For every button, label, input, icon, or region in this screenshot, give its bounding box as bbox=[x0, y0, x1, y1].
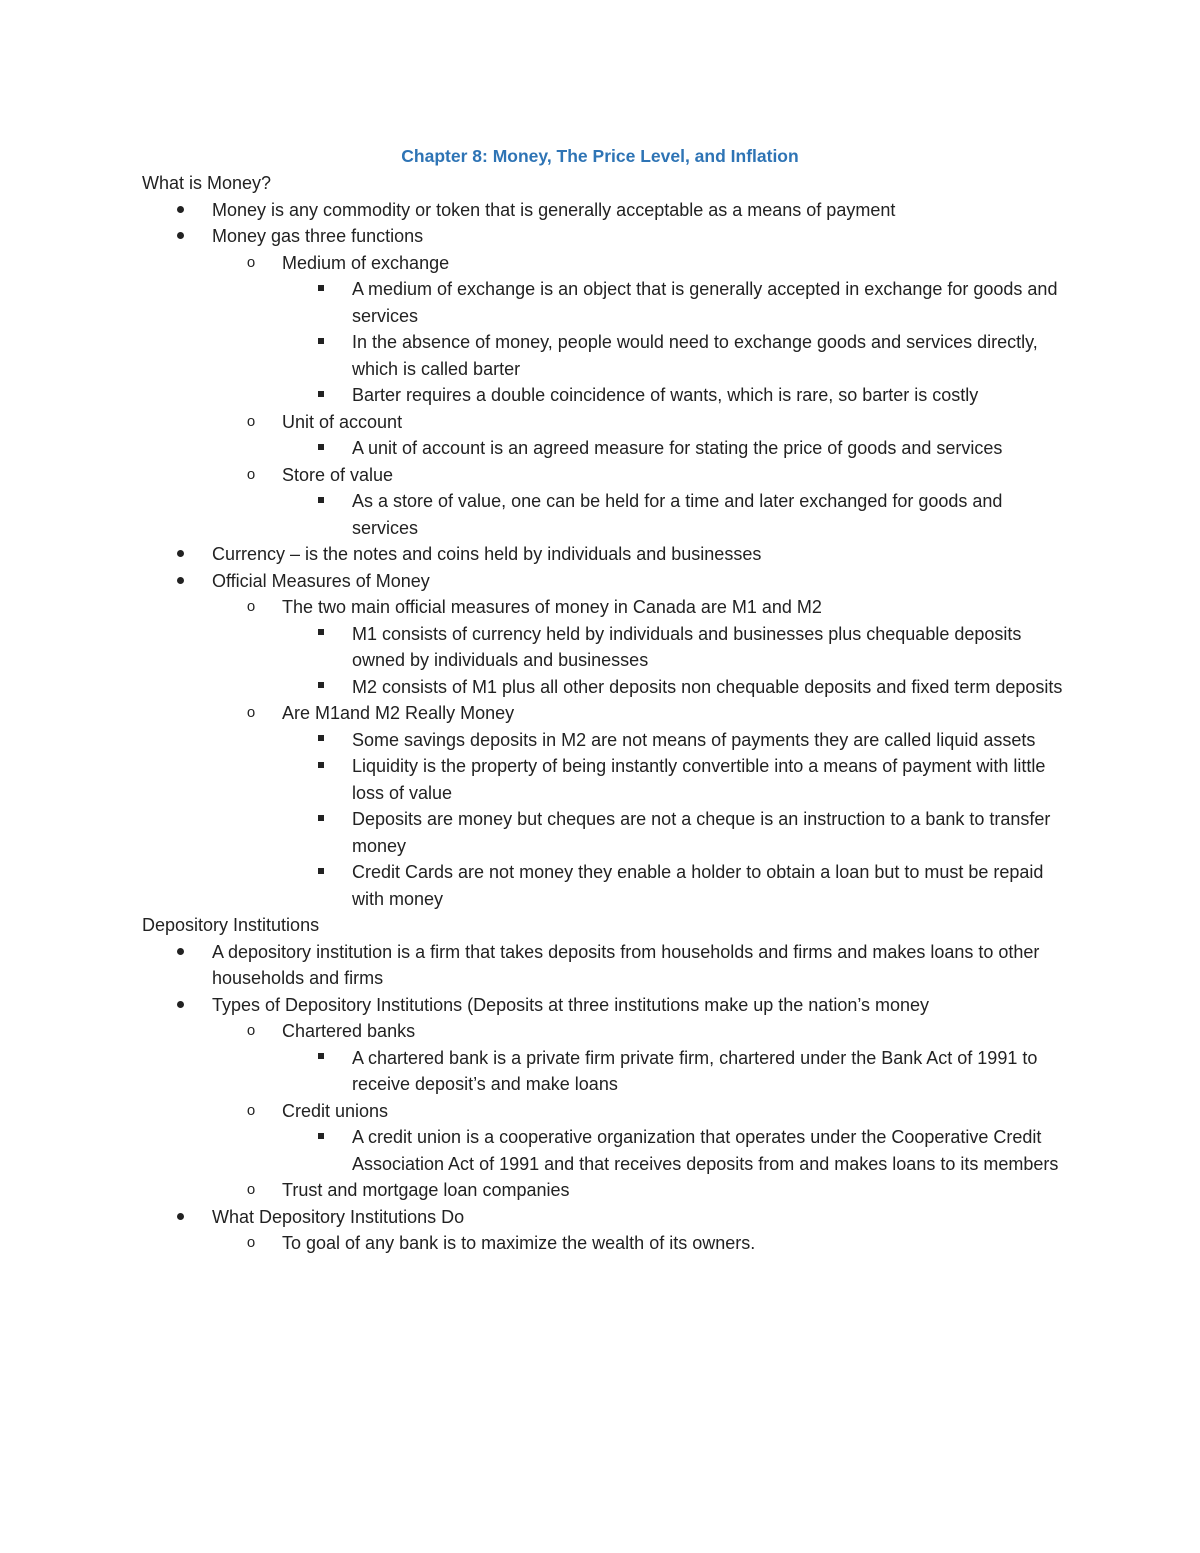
sub-sub-list-item-text: Credit Cards are not money they enable a holder to obtain a loan but to must be repaid with money bbox=[352, 862, 1044, 909]
sub-sub-list-item-text: M1 consists of currency held by individuals and businesses plus chequable deposits owned by individuals and businesses bbox=[352, 623, 1022, 670]
bullet-square-icon bbox=[311, 1045, 331, 1072]
list-item bbox=[142, 1204, 1072, 1257]
bullet-circle-icon: o bbox=[246, 598, 256, 615]
bullet-square-icon bbox=[311, 488, 331, 515]
bullet-dot-icon bbox=[170, 223, 190, 250]
sub-sub-list-item-text: Liquidity is the property of being instantly convertible into a means of payment with little loss of value bbox=[352, 756, 1046, 803]
sub-list-item-text: Trust and mortgage loan companies bbox=[282, 1180, 570, 1200]
sub-list bbox=[142, 594, 1072, 912]
sub-sub-list-item bbox=[282, 1045, 1072, 1098]
list-item bbox=[142, 939, 1072, 992]
bullet-square-icon bbox=[311, 276, 331, 303]
list-item-text: Money gas three functions bbox=[212, 226, 424, 246]
sub-list-item bbox=[212, 594, 1072, 700]
sub-sub-list-item-text: As a store of value, one can be held for a time and later exchanged for goods and services bbox=[352, 491, 1003, 538]
document-body bbox=[142, 170, 1072, 1257]
sub-list-item-text: To goal of any bank is to maximize the wealth of its owners. bbox=[282, 1233, 756, 1253]
list-item bbox=[142, 568, 1072, 913]
list-item bbox=[142, 992, 1072, 1204]
sub-sub-list bbox=[212, 276, 1072, 409]
list-item-text: Official Measures of Money bbox=[212, 570, 430, 591]
bullet-square-icon bbox=[311, 727, 331, 754]
sub-sub-list-item-text: A chartered bank is a private firm private firm, chartered under the Bank Act of 1991 to receive deposit’s and make loans bbox=[352, 1047, 1038, 1094]
sub-list-item-text: Store of value bbox=[282, 464, 394, 485]
sub-list-item bbox=[212, 1177, 1072, 1204]
bullet-square-icon bbox=[311, 621, 331, 648]
bullet-circle-icon: o bbox=[246, 1022, 256, 1039]
sub-list bbox=[142, 1018, 1072, 1204]
bullet-dot-icon bbox=[170, 992, 190, 1019]
list-item-text: Currency – is the notes and coins held by individuals and businesses bbox=[212, 544, 762, 564]
sub-sub-list bbox=[212, 621, 1072, 701]
bullet-square-icon bbox=[311, 859, 331, 886]
sub-sub-list-item bbox=[282, 382, 1072, 409]
sub-sub-list-item-text: In the absence of money, people would need to exchange goods and services directly, which is called barter bbox=[352, 332, 1038, 379]
bullet-circle-icon: o bbox=[246, 253, 256, 271]
bullet-dot-icon bbox=[170, 568, 190, 595]
list-item-text: Types of Depository Institutions (Deposits at three institutions make up the nation’s money bbox=[212, 994, 930, 1015]
bullet-circle-icon: o bbox=[246, 412, 256, 430]
sub-sub-list-item bbox=[282, 859, 1072, 912]
list-item-text: What Depository Institutions Do bbox=[212, 1206, 465, 1227]
bullet-square-icon bbox=[311, 1124, 331, 1151]
list-item-text: A depository institution is a firm that takes deposits from households and firms and makes loans to other households and firms bbox=[212, 941, 1040, 988]
sub-list-item-text: Unit of account bbox=[282, 411, 403, 432]
sub-list-item bbox=[212, 700, 1072, 912]
sub-sub-list-item-text: Some savings deposits in M2 are not means of payments they are called liquid assets bbox=[352, 729, 1036, 750]
sub-sub-list-item bbox=[282, 727, 1072, 754]
sub-list-item bbox=[212, 462, 1072, 542]
sub-sub-list-item bbox=[282, 1124, 1072, 1177]
page-title: Chapter 8: Money, The Price Level, and Inflation bbox=[401, 146, 799, 166]
list-item bbox=[142, 197, 1072, 224]
sub-sub-list-item-text: A unit of account is an agreed measure for stating the price of goods and services bbox=[352, 438, 1003, 458]
bullet-circle-icon: o bbox=[246, 704, 256, 721]
sub-list bbox=[142, 250, 1072, 542]
sub-sub-list-item bbox=[282, 329, 1072, 382]
sub-sub-list-item-text: A credit union is a cooperative organization that operates under the Cooperative Credit Association Act of 1991 and that receives deposits from and makes loans to its members bbox=[352, 1127, 1059, 1174]
sub-sub-list-item-text: Deposits are money but cheques are not a cheque is an instruction to a bank to transfer money bbox=[352, 809, 1051, 856]
bullet-dot-icon bbox=[170, 197, 190, 224]
sub-sub-list-item bbox=[282, 276, 1072, 329]
sub-list-item-text: Credit unions bbox=[282, 1100, 389, 1121]
sub-sub-list-item bbox=[282, 753, 1072, 806]
list-item bbox=[142, 541, 1072, 568]
bullet-square-icon bbox=[311, 382, 331, 409]
sub-sub-list bbox=[212, 435, 1072, 462]
bullet-list bbox=[142, 197, 1072, 913]
sub-sub-list-item bbox=[282, 806, 1072, 859]
sub-list-item bbox=[212, 1230, 1072, 1257]
sub-sub-list-item bbox=[282, 488, 1072, 541]
bullet-square-icon bbox=[311, 329, 331, 356]
bullet-square-icon bbox=[311, 435, 331, 462]
sub-sub-list bbox=[212, 727, 1072, 913]
sub-list-item-text: Chartered banks bbox=[282, 1021, 416, 1041]
bullet-square-icon bbox=[311, 753, 331, 780]
bullet-square-icon bbox=[311, 674, 331, 701]
sub-sub-list-item-text: Barter requires a double coincidence of wants, which is rare, so barter is costly bbox=[352, 385, 979, 405]
section-heading: Depository Institutions bbox=[142, 915, 320, 935]
sub-list-item bbox=[212, 409, 1072, 462]
bullet-list bbox=[142, 939, 1072, 1257]
bullet-square-icon bbox=[311, 806, 331, 833]
bullet-circle-icon: o bbox=[246, 1181, 256, 1198]
sub-sub-list-item bbox=[282, 674, 1072, 701]
sub-list bbox=[142, 1230, 1072, 1257]
section-heading: What is Money? bbox=[142, 173, 272, 193]
list-item-text: Money is any commodity or token that is generally acceptable as a means of payment bbox=[212, 199, 896, 220]
sub-list-item bbox=[212, 1018, 1072, 1098]
bullet-dot-icon bbox=[170, 1204, 190, 1231]
sub-sub-list-item-text: A medium of exchange is an object that is generally accepted in exchange for goods and services bbox=[352, 279, 1058, 326]
bullet-circle-icon: o bbox=[246, 1234, 256, 1251]
sub-list-item-text: Medium of exchange bbox=[282, 252, 450, 273]
sub-list-item-text: The two main official measures of money in Canada are M1 and M2 bbox=[282, 597, 822, 617]
sub-sub-list bbox=[212, 488, 1072, 541]
sub-sub-list-item bbox=[282, 435, 1072, 462]
bullet-dot-icon bbox=[170, 939, 190, 966]
sub-sub-list-item bbox=[282, 621, 1072, 674]
sub-list-item bbox=[212, 250, 1072, 409]
sub-list-item bbox=[212, 1098, 1072, 1178]
sub-sub-list-item-text: M2 consists of M1 plus all other deposits non chequable deposits and fixed term deposits bbox=[352, 676, 1063, 697]
bullet-circle-icon: o bbox=[246, 465, 256, 483]
bullet-dot-icon bbox=[170, 541, 190, 568]
list-item bbox=[142, 223, 1072, 541]
sub-sub-list bbox=[212, 1045, 1072, 1098]
bullet-circle-icon: o bbox=[246, 1101, 256, 1119]
sub-sub-list bbox=[212, 1124, 1072, 1177]
sub-list-item-text: Are M1and M2 Really Money bbox=[282, 703, 515, 723]
